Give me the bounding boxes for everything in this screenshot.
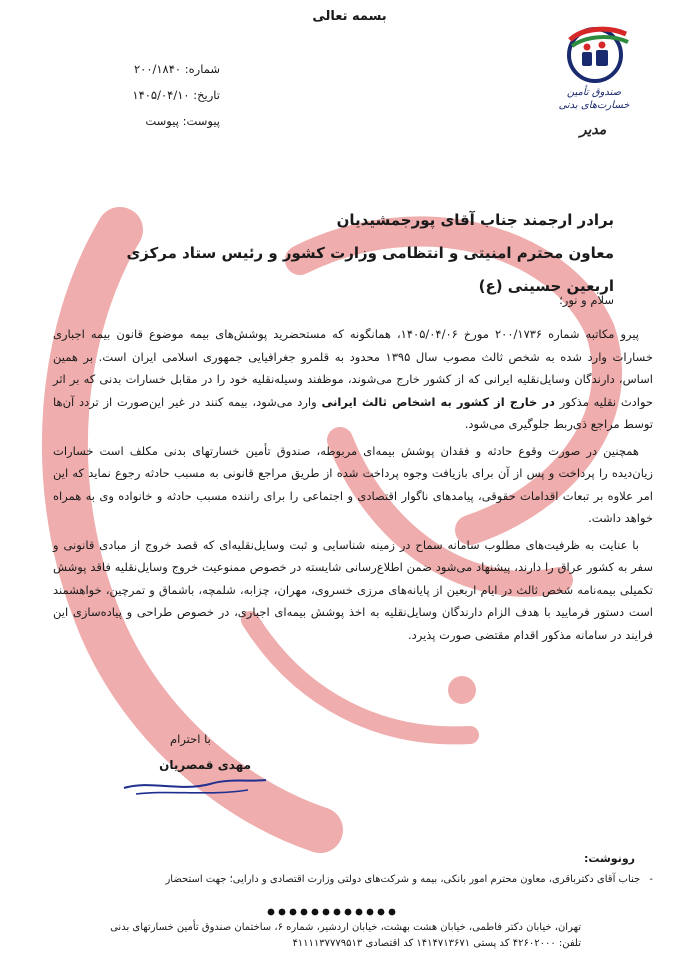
body-paragraph-1: پیرو مکاتبه شماره ۲۰۰/۱۷۳۶ مورخ ۱۴۰۵/۰۴/۰۶، همانگونه که مستحضرید پوشش‌های بیمه موضوع قانون بیمه اجباری خسارات وارد شده به شخص ثالث مصوب سال ۱۳۹۵ محدود به قلمرو جغرافیایی جمهوری اسلامی ایران است. بر همین اساس، دارندگان وسایل‌نقلیه ایرانی که از کشور خارج می‌شوند، موظفند وسیله‌نقلیه خود را در مقابل خسارات بدنی که بر اثر حوادث نقلیه مذکور در خارج از کشور به اشخاص ثالث ایرانی وارد می‌شود، بیمه کنند در غیر این‌صورت از تردد آن‌ها توسط مراجع ذی‌ربط جلوگیری می‌شود. (53, 327, 654, 431)
letter-attachment (90, 108, 220, 134)
letter-body (53, 323, 653, 650)
letter-date (90, 82, 220, 108)
recipient-block (74, 204, 614, 303)
letter-number (90, 56, 220, 82)
signatory-name: مهدی قمصریان (159, 758, 251, 772)
closing: با احترام (170, 732, 211, 746)
attachment-label: پیوست: (182, 114, 220, 128)
handwritten-signature-icon (120, 766, 270, 800)
date-value: ۱۴۰۵/۰۴/۱۰ (132, 88, 190, 102)
letter-footer (110, 920, 581, 952)
cc-title: رونوشت: (583, 852, 635, 865)
recipient-title: معاون محترم امنیتی و انتظامی وزارت کشور و رئیس ستاد مرکزی اربعین حسینی (ع) (126, 244, 614, 295)
number-label: شماره: (184, 62, 220, 76)
body-emphasis: در خارج از کشور به اشخاص ثالث ایرانی (321, 394, 555, 409)
date-label: تاریخ: (193, 88, 220, 102)
signature-block (135, 758, 265, 798)
footer-address: تهران، خیابان دکتر فاطمی، خیابان هشت بهشت، خیابان اردشیر، شماره ۶، ساختمان صندوق تأمین خسارتهای بدنی (110, 922, 581, 933)
cc-bullet: - (649, 874, 653, 885)
body-paragraph-3: با عنایت به ظرفیت‌های مطلوب سامانه سماح در زمینه شناسایی و ثبت وسایل‌نقلیه‌ای که قصد خروج از مبادی قانونی و سفر به کشور عراق را دارند، پیشنهاد می‌شود ضمن اطلاع‌رسانی شایسته در خصوص ممنوعیت خروج وسایل‌نقلیه فاقد پوشش تکمیلی بیمه‌نامه شخص ثالث در ایام اربعین از پایانه‌های مرزی خسروی، مهران، چزابه، شلمچه، باشماق و تمرچین، خواهشمند است دستور فرمایید با هدف الزام دارندگان وسایل‌نقلیه به اخذ پوشش بیمه‌ای اجباری، در خصوص طراحی و پیاده‌سازی این فرایند در سامانه مذکور اقدام مقتضی صورت پذیرد. (53, 537, 653, 642)
fund-emblem-icon (560, 22, 630, 84)
footer-contact: تلفن: ۴۲۶۰۲۰۰۰ کد پستی ۱۴۱۴۷۱۳۶۷۱ کد اقتصادی ۴۱۱۱۱۳۷۷۷۹۵۱۳ (292, 938, 581, 949)
body-paragraph-2: همچنین در صورت وقوع حادثه و فقدان پوشش بیمه‌ای مربوطه، صندوق تأمین خسارتهای بدنی مکلف است خسارات زیان‌دیده را پرداخت و پس از آن برای بازیافت وجوه پرداخت شده از طریق مراجع قانونی به مسبب حادثه رجوع نماید که این امر علاوه بر تبعات اقدامات حقوقی، پیامدهای ناگوار اقتصادی و اجتماعی را برای راننده مسبب حادثه و خانواده وی به همراه خواهد داشت. (53, 443, 653, 525)
number-value: ۲۰۰/۱۸۴۰ (133, 62, 182, 76)
attachment-value: پیوست (145, 114, 179, 128)
organization-logo (540, 22, 640, 147)
logo-org-name: صندوق تأمین خسارت‌های بدنی (558, 87, 630, 111)
cc-recipient (165, 874, 653, 885)
invocation-heading: بسمه تعالی (312, 9, 387, 24)
director-mark: مدیر (579, 122, 607, 138)
dotted-divider-icon (265, 908, 405, 916)
letter-meta (90, 56, 220, 134)
greeting: سلام و نور؛ (559, 293, 614, 307)
cc-line: جناب آقای دکترباقری، معاون محترم امور بانکی، بیمه و شرکت‌های دولتی وزارت اقتصادی و دارایی؛ جهت استحضار (165, 874, 641, 885)
recipient-name: برادر ارجمند جناب آقای پورجمشیدیان (336, 211, 614, 229)
